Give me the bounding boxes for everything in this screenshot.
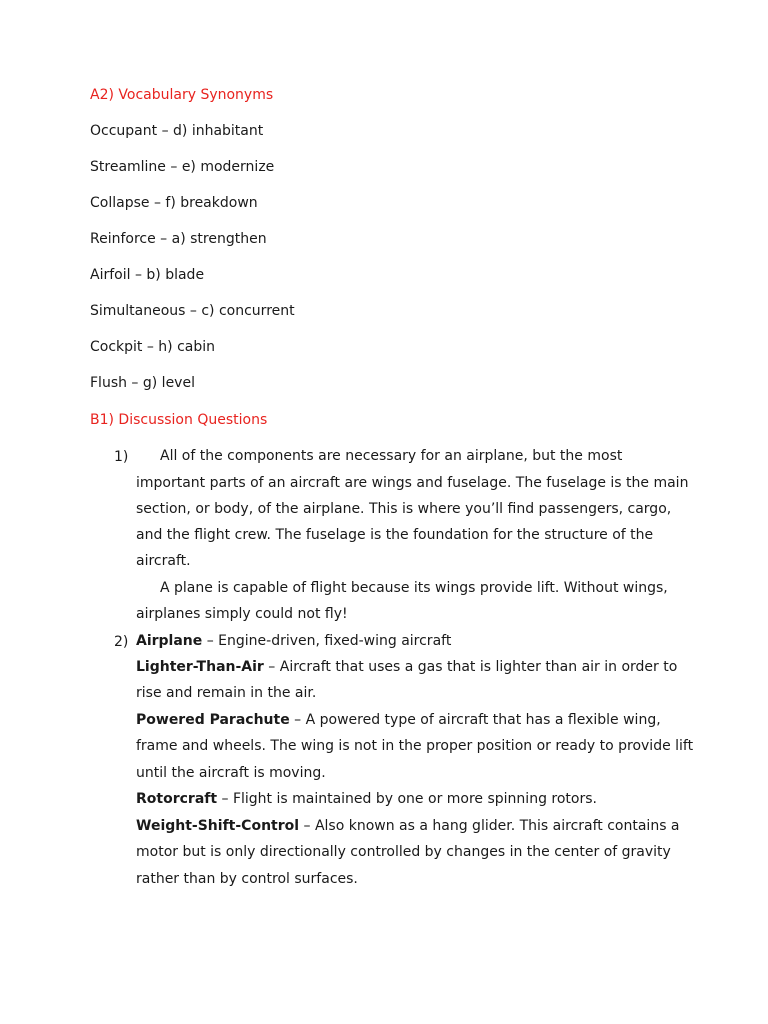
vocab-pair: Collapse – f) breakdown: [90, 195, 258, 211]
vocab-pair: Airfoil – b) blade: [90, 267, 205, 283]
vocabulary-heading: A2) Vocabulary Synonyms: [90, 87, 274, 103]
term: Powered Parachute: [136, 712, 290, 728]
definition-airplane: [136, 628, 696, 654]
definition-text: – Aircraft that uses a gas that is lighter than air in order to rise and remain in the air.: [136, 659, 678, 702]
definition-text: – Also known as a hang glider. This aircraft contains a motor but is only directionally controlled by changes in the center of gravity rather than by control surfaces.: [136, 818, 680, 887]
answer-line: section, or body, of the airplane. This is where you’ll find passengers, cargo,: [136, 501, 672, 517]
answer-line: airplanes simply could not fly!: [136, 606, 348, 622]
answer-line: and the flight crew. The fuselage is the foundation for the structure of the: [136, 527, 654, 543]
vocab-pair: Streamline – e) modernize: [90, 159, 275, 175]
question-number: 2): [114, 634, 129, 650]
question-number: 1): [114, 449, 129, 465]
answer-line: A plane is capable of flight because its wings provide lift. Without wings,: [160, 580, 668, 596]
definition-weight-shift-control: [136, 813, 696, 892]
definition-lighter-than-air: [136, 654, 696, 707]
answer-line: important parts of an aircraft are wings and fuselage. The fuselage is the main: [136, 475, 689, 491]
answer-line: All of the components are necessary for an airplane, but the most: [160, 448, 623, 464]
vocab-pair: Simultaneous – c) concurrent: [90, 303, 295, 319]
vocab-pair: Reinforce – a) strengthen: [90, 231, 267, 247]
definition-powered-parachute: [136, 707, 696, 786]
term: Lighter-Than-Air: [136, 659, 264, 675]
vocab-pair: Occupant – d) inhabitant: [90, 123, 264, 139]
term: Airplane: [136, 633, 203, 649]
definition-text: – Engine-driven, fixed-wing aircraft: [202, 633, 452, 649]
answer-line: aircraft.: [136, 553, 191, 569]
vocab-pair: Cockpit – h) cabin: [90, 339, 216, 355]
definition-text: – A powered type of aircraft that has a flexible wing, frame and wheels. The wing is not in the proper position or ready to provide lift until the aircraft is moving.: [136, 712, 694, 781]
vocab-pair: Flush – g) level: [90, 375, 195, 391]
definition-text: – Flight is maintained by one or more spinning rotors.: [217, 791, 597, 807]
term: Weight-Shift-Control: [136, 818, 300, 834]
definition-rotorcraft: [136, 786, 696, 812]
discussion-heading: B1) Discussion Questions: [90, 412, 268, 428]
term: Rotorcraft: [136, 791, 218, 807]
